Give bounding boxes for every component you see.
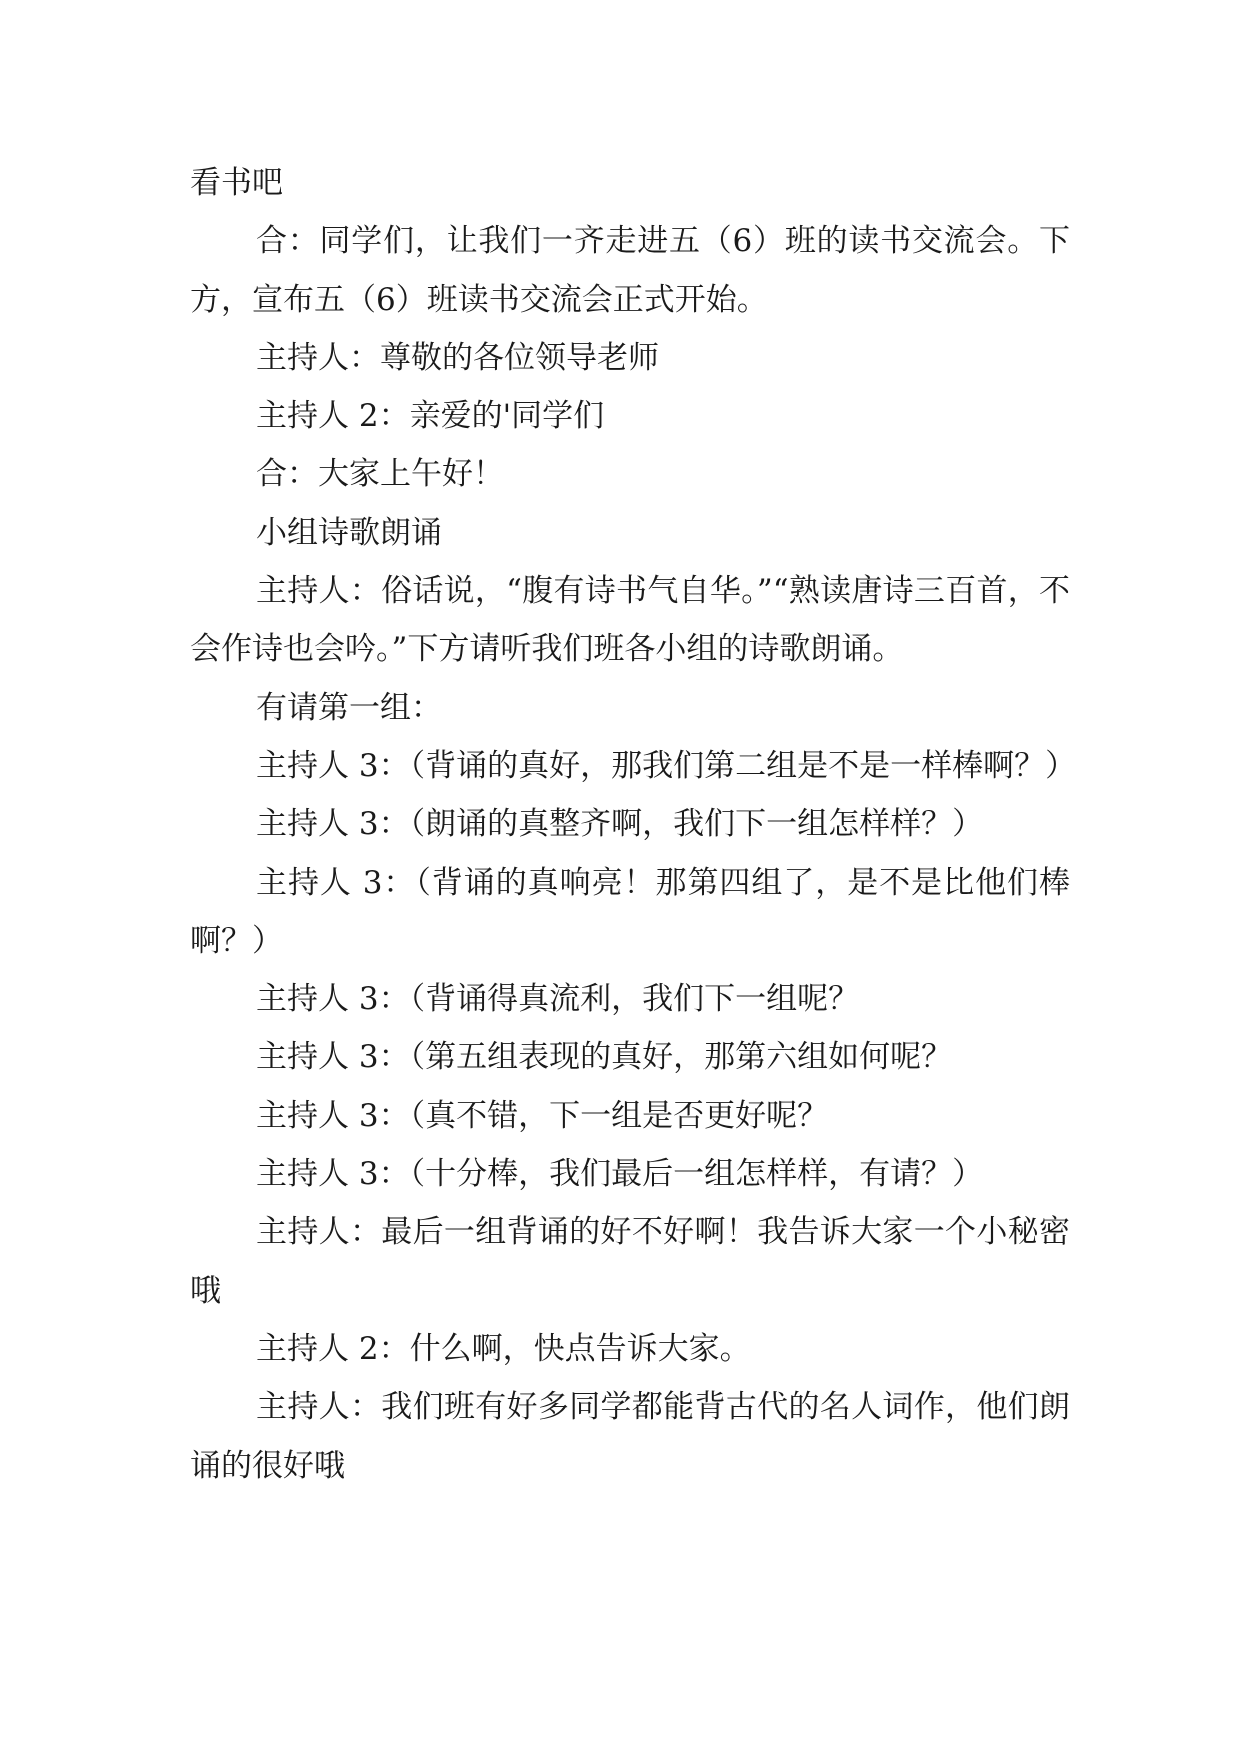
paragraph: 主持人：我们班有好多同学都能背古代的名人词作，他们朗诵的很好哦 [190, 1389, 1070, 1484]
paragraph: 主持人 2：亲爱的'同学们 [256, 398, 605, 435]
paragraph: 主持人 3：（第五组表现的真好，那第六组如何呢？ [256, 1039, 953, 1076]
paragraph: 主持人 2：什么啊，快点告诉大家。 [256, 1330, 751, 1367]
paragraph: 主持人：俗话说，“腹有诗书气自华。”“熟读唐诗三百首，不会作诗也会吟。”下方请听我们班各小组的诗歌朗诵。 [190, 573, 1070, 668]
paragraph: 主持人 3：（背诵的真好，那我们第二组是不是一样棒啊？） [256, 747, 1077, 784]
paragraph: 主持人 3：（背诵得真流利，我们下一组呢？ [256, 981, 860, 1018]
paragraph: 主持人 3：（背诵的真响亮！那第四组了，是不是比他们棒啊？） [190, 864, 1070, 959]
paragraph: 合：大家上午好！ [256, 456, 504, 493]
document-body [190, 154, 1077, 1495]
paragraph: 小组诗歌朗诵 [256, 514, 442, 551]
paragraph: 看书吧 [190, 165, 283, 201]
paragraph: 主持人 3：（十分棒，我们最后一组怎样样，有请？） [256, 1156, 984, 1193]
paragraph: 有请第一组： [256, 689, 442, 726]
paragraph: 主持人 3：（朗诵的真整齐啊，我们下一组怎样样？） [256, 806, 984, 843]
paragraph: 合：同学们，让我们一齐走进五（6）班的读书交流会。下方，宣布五（6）班读书交流会正式开始。 [190, 223, 1070, 318]
paragraph: 主持人 3：（真不错，下一组是否更好呢？ [256, 1097, 829, 1134]
paragraph: 主持人：尊敬的各位领导老师 [256, 339, 659, 376]
paragraph: 主持人：最后一组背诵的好不好啊！我告诉大家一个小秘密哦 [190, 1214, 1070, 1309]
